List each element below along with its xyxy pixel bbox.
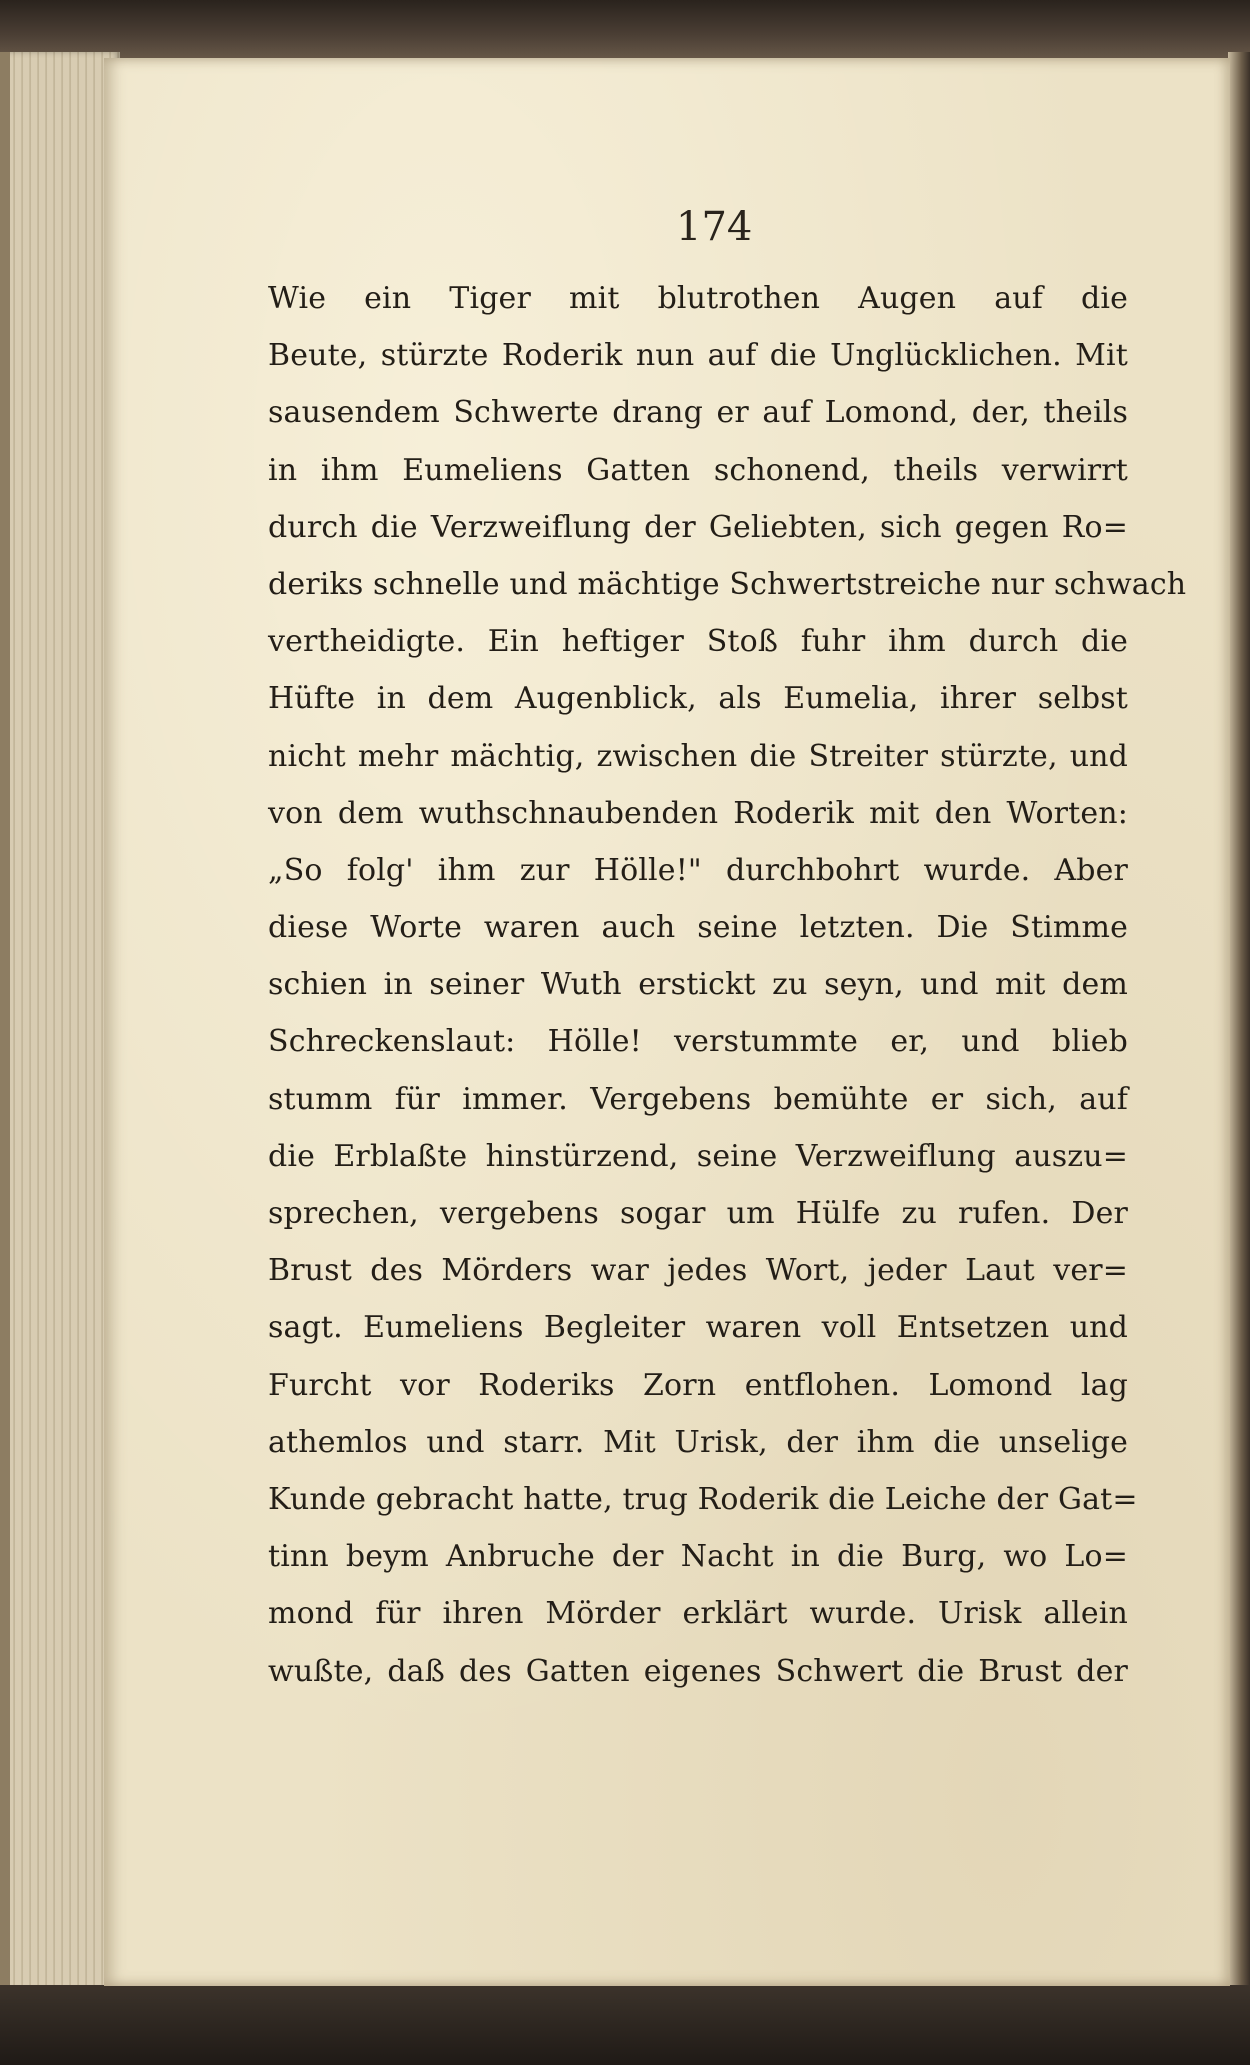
text-line: Furcht vor Roderiks Zorn entflohen. Lomond lag <box>268 1367 1128 1403</box>
text-line: von dem wuthschnaubenden Roderik mit den Worten: <box>268 795 1128 831</box>
text-line: Beute, stürzte Roderik nun auf die Unglücklichen. Mit <box>268 338 1128 374</box>
text-line: nicht mehr mächtig, zwischen die Streiter stürzte, und <box>268 738 1128 774</box>
text-line: durch die Verzweiflung der Geliebten, sich gegen Ro= <box>268 509 1128 545</box>
text-line: mond für ihren Mörder erklärt wurde. Urisk allein <box>268 1596 1128 1632</box>
text-line: in ihm Eumeliens Gatten schonend, theils verwirrt <box>268 452 1128 488</box>
page-edge-right <box>1228 52 1250 1990</box>
text-line: sausendem Schwerte drang er auf Lomond, der, theils <box>268 395 1128 431</box>
text-line: athemlos und starr. Mit Urisk, der ihm die unselige <box>268 1424 1128 1460</box>
text-line: Brust des Mörders war jedes Wort, jeder Laut ver= <box>268 1253 1128 1289</box>
page-stack-left <box>0 52 120 1990</box>
body-text <box>268 270 1187 1700</box>
page-number: 174 <box>676 204 753 250</box>
text-line: Wie ein Tiger mit blutrothen Augen auf die <box>268 281 1128 316</box>
text-line: vertheidigte. Ein heftiger Stoß fuhr ihm durch die <box>268 624 1128 660</box>
text-line: „So folg' ihm zur Hölle!" durchbohrt wurde. Aber <box>268 852 1128 888</box>
text-line: die Erblaßte hinstürzend, seine Verzweiflung auszu= <box>268 1138 1128 1174</box>
book-cover-top <box>0 0 1250 62</box>
text-line: sprechen, vergebens sogar um Hülfe zu rufen. Der <box>268 1196 1128 1231</box>
text-line: Kunde gebracht hatte, trug Roderik die Leiche der Gat= <box>268 1481 1138 1517</box>
text-line: tinn beym Anbruche der Nacht in die Burg, wo Lo= <box>268 1539 1128 1575</box>
text-line: diese Worte waren auch seine letzten. Die Stimme <box>268 910 1128 946</box>
text-line: schien in seiner Wuth erstickt zu seyn, und mit dem <box>268 967 1128 1003</box>
text-line: deriks schnelle und mächtige Schwertstreiche nur schwach <box>268 566 1187 602</box>
text-line: sagt. Eumeliens Begleiter waren voll Entsetzen und <box>268 1310 1128 1346</box>
text-line: Hüfte in dem Augenblick, als Eumelia, ihrer selbst <box>268 681 1128 717</box>
page-stack-edge <box>0 52 10 1990</box>
text-line: wußte, daß des Gatten eigenes Schwert die Brust der <box>268 1653 1128 1689</box>
book-cover-bottom <box>0 1985 1250 2065</box>
text-line: Schreckenslaut: Hölle! verstummte er, und blieb <box>268 1024 1128 1060</box>
text-line: stumm für immer. Vergebens bemühte er sich, auf <box>268 1081 1128 1117</box>
